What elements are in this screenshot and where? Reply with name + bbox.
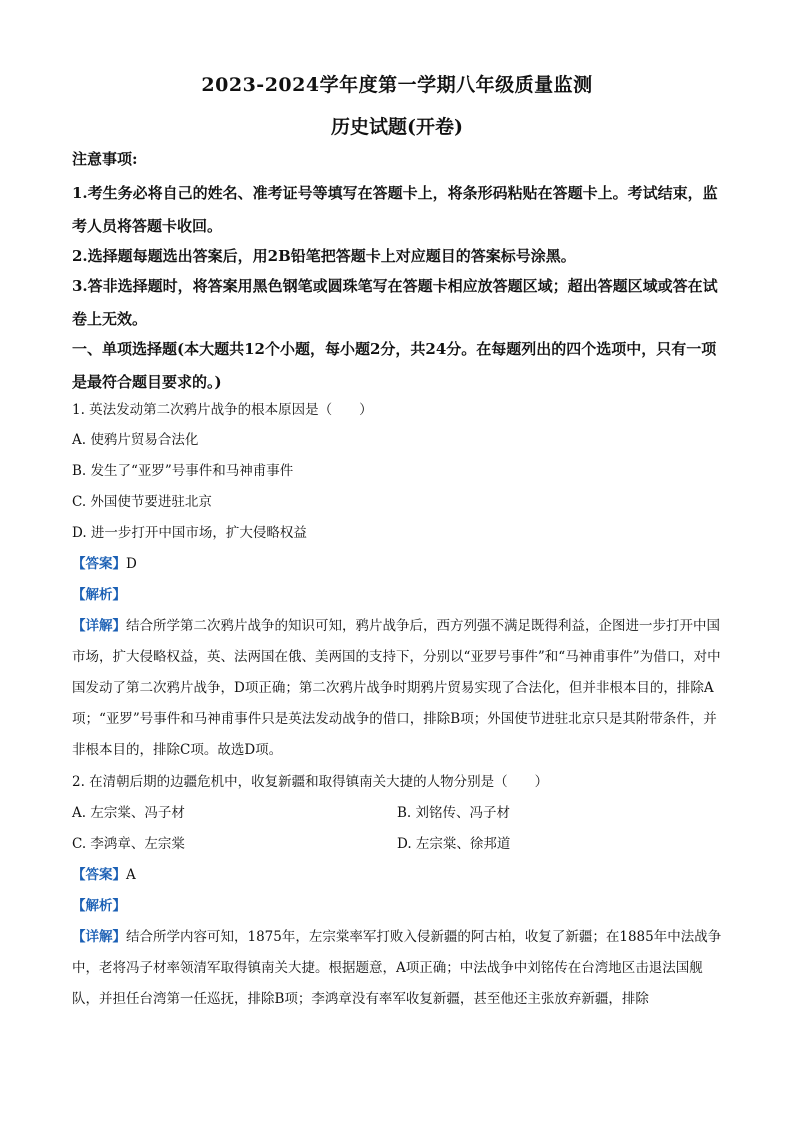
q1-answer [72,549,722,580]
q2-detail-tag: 【详解】 [72,929,126,945]
notice-item-1: 1.考生务必将自己的姓名、准考证号等填写在答题卡上，将条形码粘贴在答题卡上。考试结束，监考人员将答题卡收回。 [72,184,718,235]
q2-option-a: A. 左宗棠、冯子材 [72,805,185,821]
notice-item-2: 2.选择题每题选出答案后，用2B铅笔把答题卡上对应题目的答案标号涂黑。 [72,247,576,265]
q1-detail-text: 结合所学第二次鸦片战争的知识可知，鸦片战争后，西方列强不满足既得利益，企图进一步打开中国市场，扩大侵略权益，英、法两国在俄、美两国的支持下，分别以“亚罗号事件”和“马神甫事件”为借口，对中国发动了第二次鸦片战争，D项正确；第二次鸦片战争时期鸦片贸易实现了合法化，但并非根本目的，排除A项；“亚罗”号事件和马神甫事件只是英法发动战争的借口，排除B项；外国使节进驻北京只是其附带条件，并非根本目的，排除C项。故选D项。 [72,618,721,758]
q2-stem: 2. 在清朝后期的边疆危机中，收复新疆和取得镇南关大捷的人物分别是（ ） [72,774,549,790]
exam-title: 2023-2024学年度第一学期八年级质量监测 [201,74,593,96]
q2-analysis-label: 【解析】 [72,898,126,914]
q2-option-d: D. 左宗棠、徐邦道 [397,836,511,852]
q2-answer [72,860,722,891]
notice-heading: 注意事项: [72,150,138,168]
section-heading: 一、单项选择题(本大题共12个小题，每小题2分，共24分。在每题列出的四个选项中，只有一项是最符合题目要求的。) [72,340,717,391]
notice-item-3: 3.答非选择题时，将答案用黑色钢笔或圆珠笔写在答题卡相应放答题区域；超出答题区域或答在试卷上无效。 [72,277,718,328]
q2-detail [72,922,722,1015]
q1-analysis-tag [72,580,722,611]
q2-option-b: B. 刘铭传、冯子材 [397,805,511,821]
q1-option-b: B. 发生了“亚罗”号事件和马神甫事件 [72,463,294,479]
exam-subtitle: 历史试题(开卷) [331,116,463,138]
q1-analysis-label: 【解析】 [72,587,126,603]
q1-detail-tag: 【详解】 [72,618,126,634]
q2-answer-value: A [126,867,136,883]
q1-answer-tag: 【答案】 [72,556,126,572]
q2-analysis-tag [72,891,722,922]
q1-detail [72,611,722,766]
q1-stem: 1. 英法发动第二次鸦片战争的根本原因是（ ） [72,402,373,418]
q2-answer-tag: 【答案】 [72,867,126,883]
q1-option-a: A. 使鸦片贸易合法化 [72,432,199,448]
q1-option-d: D. 进一步打开中国市场，扩大侵略权益 [72,525,307,541]
q2-option-c: C. 李鸿章、左宗棠 [72,836,185,852]
q1-option-c: C. 外国使节要进驻北京 [72,494,212,510]
q2-detail-text: 结合所学内容可知，1875年，左宗棠率军打败入侵新疆的阿古柏，收复了新疆；在1885年中法战争中，老将冯子材率领清军取得镇南关大捷。根据题意，A项正确；中法战争中刘铭传在台湾地区击退法国舰队，并担任台湾第一任巡抚，排除B项；李鸿章没有率军收复新疆，甚至他还主张放弃新疆，排除 [72,929,722,1007]
q1-answer-value: D [126,556,137,572]
